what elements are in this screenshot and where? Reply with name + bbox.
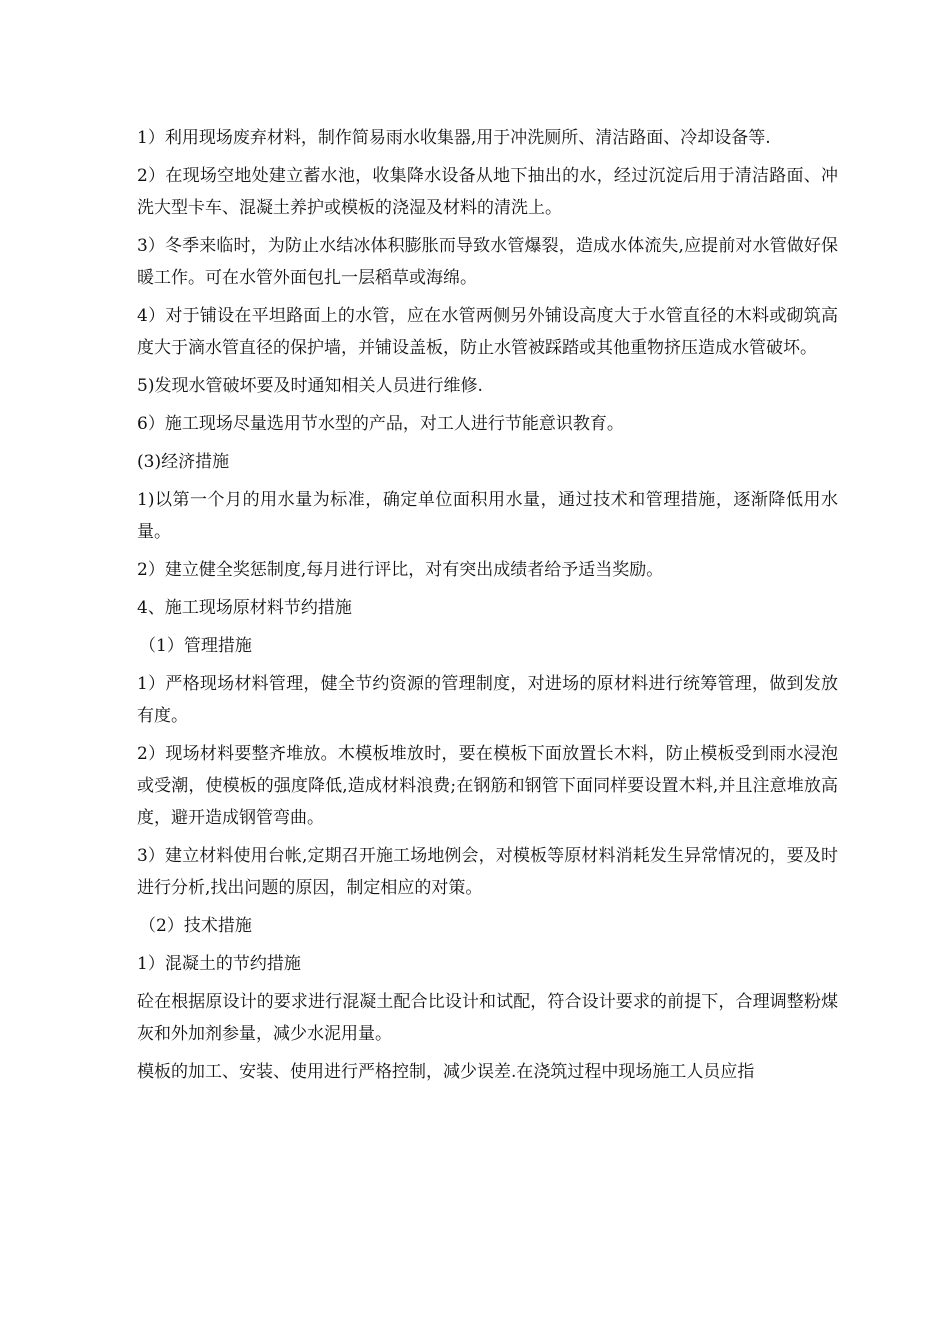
heading-management-measures: （1）管理措施 (139, 636, 252, 656)
paragraph-reward-system: 2）建立健全奖惩制度,每月进行评比，对有突出成绩者给予适当奖励。 (137, 560, 664, 580)
paragraph-formwork-control: 模板的加工、安装、使用进行严格控制，减少误差.在浇筑过程中现场施工人员应指 (137, 1062, 755, 1082)
paragraph-water-usage-standard: 1)以第一个月的用水量为标准，确定单位面积用水量，通过技术和管理措施，逐渐降低用水量。 (137, 490, 838, 542)
paragraph-pipe-repair: 5)发现水管破坏要及时通知相关人员进行维修. (137, 376, 483, 396)
heading-technical-measures: （2）技术措施 (139, 916, 252, 936)
heading-economic-measures: (3)经济措施 (137, 452, 230, 472)
paragraph-material-ledger: 3）建立材料使用台帐,定期召开施工场地例会，对模板等原材料消耗发生异常情况的，要及时进行分析,找出问题的原因，制定相应的对策。 (137, 846, 838, 898)
paragraph-pipe-protection: 4）对于铺设在平坦路面上的水管，应在水管两侧另外铺设高度大于水管直径的木料或砌筑高度大于滴水管直径的保护墙，并铺设盖板，防止水管被踩踏或其他重物挤压造成水管破坏。 (137, 306, 838, 358)
paragraph-mix-design: 砼在根据原设计的要求进行混凝土配合比设计和试配，符合设计要求的前提下，合理调整粉煤灰和外加剂参量，减少水泥用量。 (137, 992, 838, 1044)
paragraph-reservoir: 2）在现场空地处建立蓄水池，收集降水设备从地下抽出的水，经过沉淀后用于清洁路面、冲洗大型卡车、混凝土养护或模板的浇湿及材料的清洗上。 (137, 166, 838, 218)
heading-material-saving: 4、施工现场原材料节约措施 (137, 598, 352, 618)
paragraph-winter-pipe-insulation: 3）冬季来临时，为防止水结冰体积膨胀而导致水管爆裂，造成水体流失,应提前对水管做好保暖工作。可在水管外面包扎一层稻草或海绵。 (137, 236, 838, 288)
paragraph-material-management: 1）严格现场材料管理，健全节约资源的管理制度，对进场的原材料进行统筹管理，做到发放有度。 (137, 674, 838, 726)
heading-concrete-saving: 1）混凝土的节约措施 (137, 954, 301, 974)
paragraph-water-saving-products: 6）施工现场尽量选用节水型的产品，对工人进行节能意识教育。 (137, 414, 624, 434)
paragraph-rainwater-collector: 1）利用现场废弃材料，制作简易雨水收集器,用于冲洗厕所、清洁路面、冷却设备等. (137, 128, 771, 148)
paragraph-material-stacking: 2）现场材料要整齐堆放。木模板堆放时，要在模板下面放置长木料，防止模板受到雨水浸泡或受潮，使模板的强度降低,造成材料浪费;在钢筋和钢管下面同样要设置木料,并且注意堆放高度，避开造成钢管弯曲。 (137, 744, 838, 828)
